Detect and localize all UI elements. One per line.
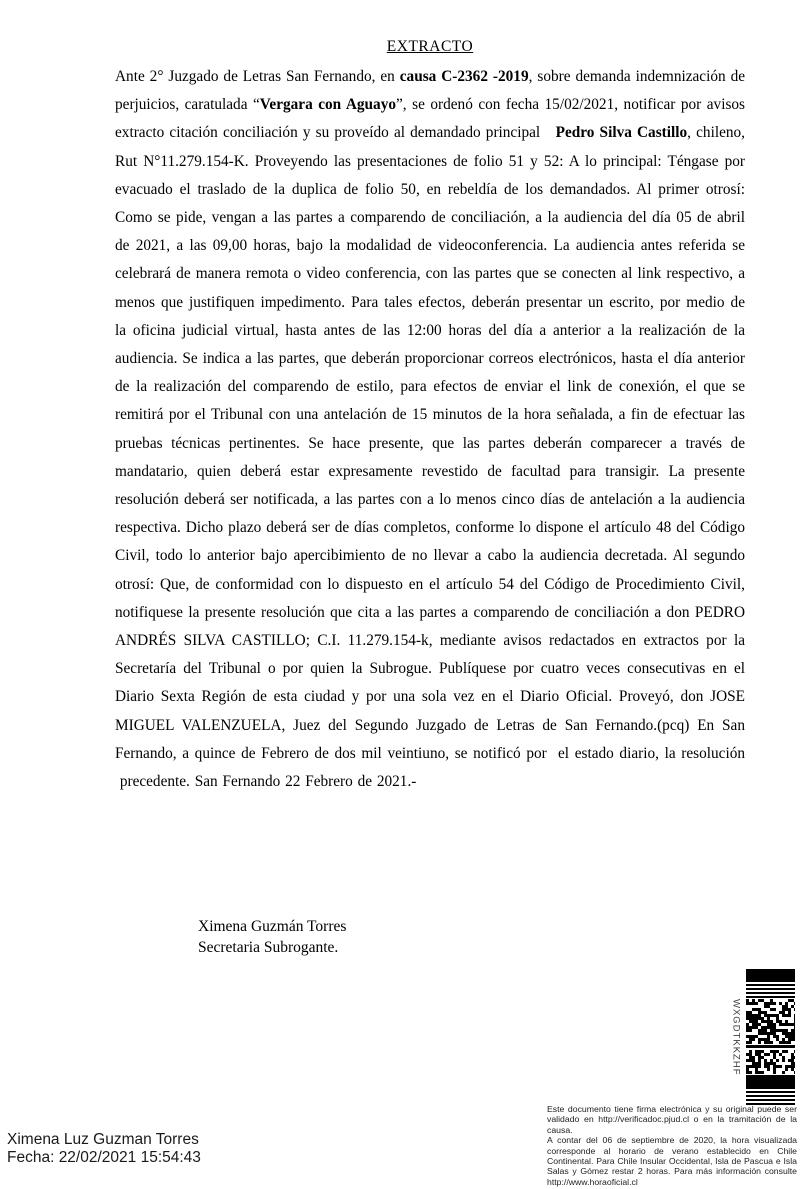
body-segment-case-name: Vergara con Aguayo xyxy=(259,96,396,114)
body-segment: , chileno, Rut N°11.279.154-K. Proveyendo las presentaciones de folio 51 y 52: A lo principal: Téngase por evacuado el traslado de la duplica de folio 50, en rebeldía de los demandados. Al primer otrosí: Como se pide, vengan a las partes a comparendo de conciliación, a la audiencia del día 05 de abril de 2021, a las 09,00 horas, bajo la modalidad de videoconferencia. La audiencia antes referida se celebrará de manera remota o video conferencia, con las partes que se conecten al link respectivo, a menos que justifiquen impedimento. Para tales efectos, deberán presentar un escrito, por medio de la oficina judicial virtual, hasta antes de las 12:00 horas del día a anterior a la realización de la audiencia. Se indica a las partes, que deberán proporcionar correos electrónicos, hasta el día anterior de la realización del comparendo de estilo, para efectos de enviar el link de conexión, el que se remitirá por el Tribunal con una antelación de 15 minutos de la hora señalada, a fin de efectuar las pruebas técnicas pertinentes. Se hace presente, que las partes deberán comparecer a través de mandatario, quien deberá estar expresamente revestido de facultad para transigir. La presente resolución deberá ser notificada, a las partes con a lo menos cinco días de antelación a la audiencia respectiva. Dicho plazo deberá ser de días completos, conforme lo dispone el artículo 48 del Código Civil, todo lo anterior bajo apercibimiento de no llevar a cabo la audiencia decretada. Al segundo otrosí: Que, de conformidad con lo dispuesto en el artículo 54 del Código de Procedimiento Civil, notifiquese la presente resolución que cita a las partes a comparendo de conciliación a don PEDRO ANDRÉS SILVA CASTILLO; C.I. 11.279.154-k, mediante avisos redactados en extractos por la Secretaría del Tribunal o por quien la Subrogue. Publíquese por cuatro veces consecutivas en el Diario Sexta Región de esta ciudad y por una sola vez en el Diario Oficial. Proveyó, don JOSE MIGUEL VALENZUELA, Juez del Segundo Juzgado de Letras de San Fernando.(pcq) En San Fernando, a quince de Febrero de dos mil veintiuno, se notificó por el estado diario, la resolución precedente. San Fernando 22 Febrero de 2021.- xyxy=(115,124,745,791)
signature-name: Ximena Guzmán Torres xyxy=(198,918,347,935)
signature-role: Secretaria Subrogante. xyxy=(198,939,339,956)
body-segment: ”, se ordenó con fecha 15/02/2021, notificar por avisos extracto citación conciliación y su proveído al demandado principal xyxy=(115,96,745,142)
legal-notes xyxy=(547,1104,797,1187)
body-segment: Ante 2° Juzgado de Letras San Fernando, en xyxy=(115,68,400,85)
document-body xyxy=(115,63,745,796)
body-segment: , sobre demanda indemnización de perjuicios, caratulada “ xyxy=(115,68,746,114)
barcode-image xyxy=(746,969,795,1105)
body-segment-defendant-name: Pedro Silva Castillo xyxy=(555,124,688,142)
footer-signer-date: Fecha: 22/02/2021 15:54:43 xyxy=(7,1149,201,1166)
legal-note-signature: Este documento tiene firma electrónica y su original puede ser validado en http://verificadoc.pjud.cl o en la tramitación de la causa. xyxy=(547,1104,797,1135)
verification-stamp xyxy=(729,969,795,1105)
body-segment-case-number: causa C-2362 -2019 xyxy=(399,68,529,85)
footer-signer-name: Ximena Luz Guzman Torres xyxy=(7,1131,199,1148)
document-title: EXTRACTO xyxy=(386,38,474,55)
legal-note-time: A contar del 06 de septiembre de 2020, la hora visualizada corresponde al horario de verano establecido en Chile Continental. Para Chile Insular Occidental, Isla de Pascua e Isla Salas y Gómez restar 2 horas. Para más información consulte http://www.horaoficial.cl xyxy=(547,1135,797,1187)
barcode-code-text: WXGDTKKZHF xyxy=(730,998,742,1076)
signature-block xyxy=(198,916,346,958)
footer-signer-block xyxy=(7,1131,201,1167)
